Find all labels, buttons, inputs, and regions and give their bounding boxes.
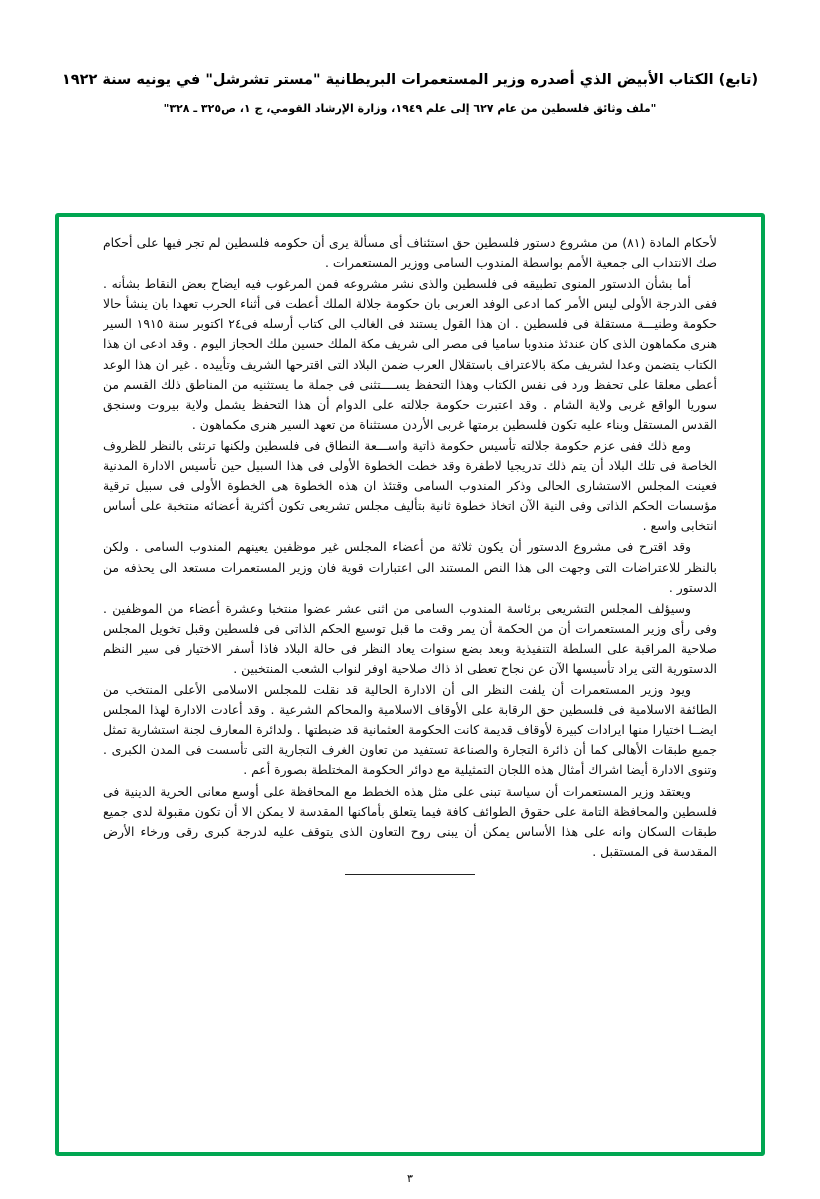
document-body [103, 233, 717, 1138]
paragraph: ويود وزير المستعمرات أن يلفت النظر الى أن الادارة الحالية قد نقلت للمجلس الاسلامى الأعلى المنتخب من الطائفة الاسلامية فى فلسطين حق الرقابة على الأوقاف الاسلامية والمحاكم الشرعية . وقد أعادت الادارة لهذا المجلس ايضــا اختيارا منها ايرادات كبيرة لأوقاف قديمة كانت الحكومة العثمانية قد ضبطتها . ولدائرة المعارف لجنة استشارية تمثل جميع طبقات الأهالى كما أن ذائرة التجارة والصناعة تستفيد من تعاون الغرف التجارية التى تأسست فى المدن الكبرى . وتنوى الادارة أيضا اشراك أمثال هذه اللجان التمثيلية مع دوائر الحكومة المختلطة بصورة أعم . [103, 682, 717, 778]
paragraph: ومع ذلك ففى عزم حكومة جلالته تأسيس حكومة ذاتية واســـعة النطاق فى فلسطين ولكنها ترتئى بالنظر للظروف الخاصة فى تلك البلاد أن يتم ذلك تدريجيا لاطفرة وقد خطت الخطوة الأولى فى هذا السبيل حين تأسيس الادارة المدنية فعينت المجلس الاستشارى الحالى وذكر المندوب السامى وقتئذ ان هذه الخطوة هى الخطوة الأولى فى سبيل ترقية مؤسسات الحكم الذاتى وفى النية الآن اتخاذ خطوة ثانية بتأليف مجلس تشريعى تكون أكثرية أعضائه منتخبة على أساس انتخابى واسع . [103, 437, 717, 534]
document-source-citation: "ملف وثائق فلسطين من عام ٦٢٧ إلى علم ١٩٤٩، وزارة الإرشاد القومي، ج ١، ص٣٢٥ ـ ٣٢٨" [163, 101, 657, 115]
paragraph: وسيؤلف المجلس التشريعى برئاسة المندوب السامى من اثنى عشر عضوا منتخبا وعشرة أعضاء من الموظفين . وفى رأى وزير المستعمرات أن من الحكمة أن يمر وقت ما قبل توسيع الحكم الذاتى فى فلسطين وقبل تخويل المجلس صلاحية المراقبة على السلطة التنفيذية وبعد بضع سنوات يعاد النظر فى حالة البلاد فاذا أسفر الاختيار فى سير النظم الدستورية التى يراد تأسيسها الآن عن نجاح تعطى اذ ذاك صلاحية اوفر لنواب الشعب المنتخبين . [103, 600, 717, 676]
paragraph: وقد اقترح فى مشروع الدستور أن يكون ثلاثة من أعضاء المجلس غير موظفين يعينهم المندوب السامى . ولكن بالنظر للاعتراضات التى وجهت الى هذا النص المستند الى اعتبارات قوية فان وزير المستعمرات مستعد الى يحذفه من الدستور . [103, 539, 717, 595]
paragraph: أما بشأن الدستور المنوى تطبيقه فى فلسطين والذى نشر مشروعه فمن المرغوب فيه ايضاح بعض النقاط بشأنه . ففى الدرجة الأولى ليس الأمر كما ادعى الوفد العربى بان حكومة جلالة الملك أعطت فى أثناء الحرب تعهدا بان ينشأ حالا حكومة وطنيـــة مستقلة فى فلسطين . ان هذا القول يستند فى الغالب الى كتاب أرسله فى٢٤ اكتوبر سنة ١٩١٥ السير هنرى مكماهون الذى كان عندئذ مندوبا ساميا فى مصر الى شريف مكة الملك حسين ملك الحجاز اليوم . وقد ادعى ان هذا الكتاب يتضمن وعدا لشريف مكة بالاعتراف باستقلال العرب ضمن البلاد التى اقترحها الشريف وتأييده . غير ان هذا الوعد أعطى معلقا على تحفظ ورد فى نفس الكتاب وهذا التحفظ يســــتثنى فى جملة ما يستثنيه من المناطق ذلك القسم من سوريا الواقع غربى ولاية الشام . وقد اعتبرت حكومة جلالته على الدوام أن هذا التحفظ يشمل ولاية بيروت وسنجق القدس المستقل وبناء عليه تكون فلسطين برمتها غربى الأردن مستثناة من تعهد السير هنرى مكماهون . [103, 276, 717, 432]
document-title: (تابع) الكتاب الأبيض الذي أصدره وزير المستعمرات البريطانية "مستر تشرشل" في يونيه سنة ١٩٢٢ [61, 72, 759, 88]
page-number: ٣ [407, 1172, 413, 1185]
page-header [0, 70, 820, 117]
content-frame [55, 213, 765, 1156]
document-page [0, 70, 820, 1199]
paragraph: ويعتقد وزير المستعمرات أن سياسة تبنى على مثل هذه الخطط مع المحافظة على أوسع معانى الحرية الدينية فى فلسطين والمحافظة التامة على حقوق الطوائف كافة فيما يتعلق بأماكنها المقدسة لا يمكن الا أن تكون مقبولة لدى جميع طبقات السكان وانه على هذا الأساس يمكن أن يبنى روح التعاون الذى يتوقف عليه لدرجة كبرى رقى ورخاء الأرض المقدسة فى المستقبل . [103, 783, 717, 859]
paragraph: لأحكام المادة (٨١) من مشروع دستور فلسطين حق استئناف أى مسألة يرى أن حكومه فلسطين لم تجر فيها على أحكام صك الانتداب الى جمعية الأمم بواسطة المندوب السامى ووزير المستعمرات . [103, 235, 717, 271]
horizontal-rule [345, 874, 475, 875]
